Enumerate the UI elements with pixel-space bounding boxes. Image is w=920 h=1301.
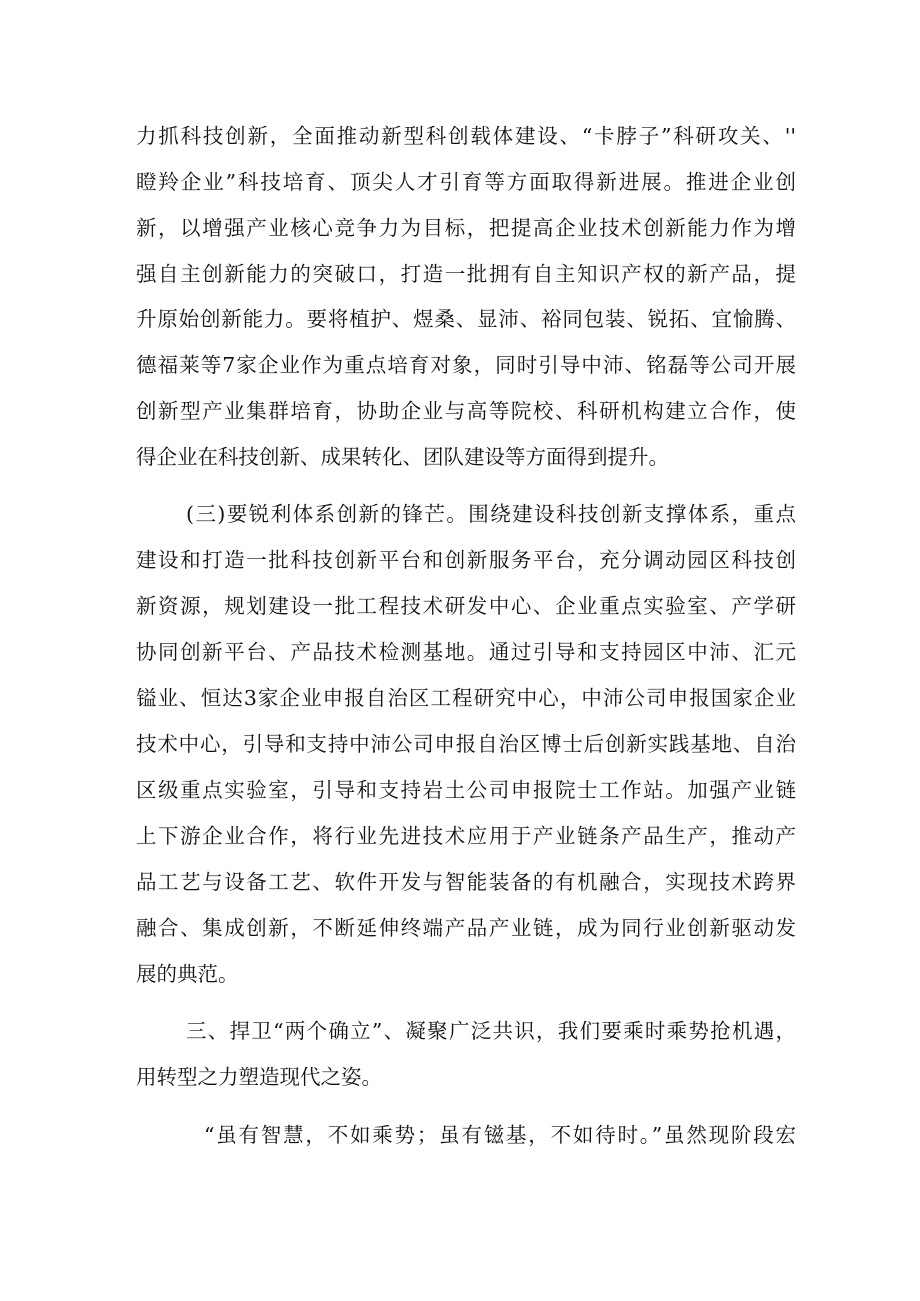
text-line-1: 力抓科技创新，全面推动新型科创载体建设、“卡脖子”科研攻关、'' (136, 124, 796, 148)
text-line-5: 升原始创新能力。要将植护、煜桑、显沛、裕同包装、锐拓、宜愉腾、 (136, 307, 796, 331)
text-line-11: 新资源，规划建设一批工程技术研发中心、企业重点实验室、产学研 (136, 594, 796, 618)
text-line-13: 镒业、恒达3家企业申报自治区工程研究中心，中沛公司申报国家企业 (136, 686, 796, 710)
text-line-19: 展的典范。 (136, 962, 239, 986)
text-line-6: 德福莱等7家企业作为重点培育对象，同时引导中沛、铭磊等公司开展 (136, 353, 796, 377)
text-line-7: 创新型产业集群培育，协助企业与高等院校、科研机构建立合作，使 (136, 399, 796, 423)
section-heading-3: (三)要锐利体系创新的锋芒。围绕建设科技创新支撑体系，重点 (186, 502, 796, 526)
text-line-14: 技术中心，引导和支持中沛公司申报自治区博士后创新实践基地、自治 (136, 732, 796, 756)
text-line-21: 用转型之力塑造现代之姿。 (136, 1065, 382, 1089)
quote-line: “虽有智慧，不如乘势；虽有镃基，不如待时。”虽然现阶段宏 (204, 1123, 796, 1147)
text-line-8: 得企业在科技创新、成果转化、团队建设等方面得到提升。 (136, 445, 669, 469)
text-line-16: 上下游企业合作，将行业先进技术应用于产业链条产品生产，推动产 (136, 824, 796, 848)
text-line-18: 融合、集成创新，不断延伸终端产品产业链，成为同行业创新驱动发 (136, 916, 796, 940)
text-line-3: 新，以增强产业核心竞争力为目标，把提高企业技术创新能力作为增 (136, 216, 796, 240)
section-heading-three: 三、捍卫“两个确立”、凝聚广泛共识，我们要乘时乘势抢机遇， (186, 1019, 796, 1043)
text-line-4: 强自主创新能力的突破口，打造一批拥有自主知识产权的新产品，提 (136, 262, 796, 286)
text-line-12: 协同创新平台、产品技术检测基地。通过引导和支持园区中沛、汇元 (136, 640, 796, 664)
text-line-2: 瞪羚企业”科技培育、顶尖人才引育等方面取得新进展。推进企业创 (136, 170, 796, 194)
text-line-15: 区级重点实验室，引导和支持岩土公司申报院士工作站。加强产业链 (136, 778, 796, 802)
text-line-10: 建设和打造一批科技创新平台和创新服务平台，充分调动园区科技创 (136, 548, 796, 572)
text-line-17: 品工艺与设备工艺、软件开发与智能装备的有机融合，实现技术跨界 (136, 870, 796, 894)
